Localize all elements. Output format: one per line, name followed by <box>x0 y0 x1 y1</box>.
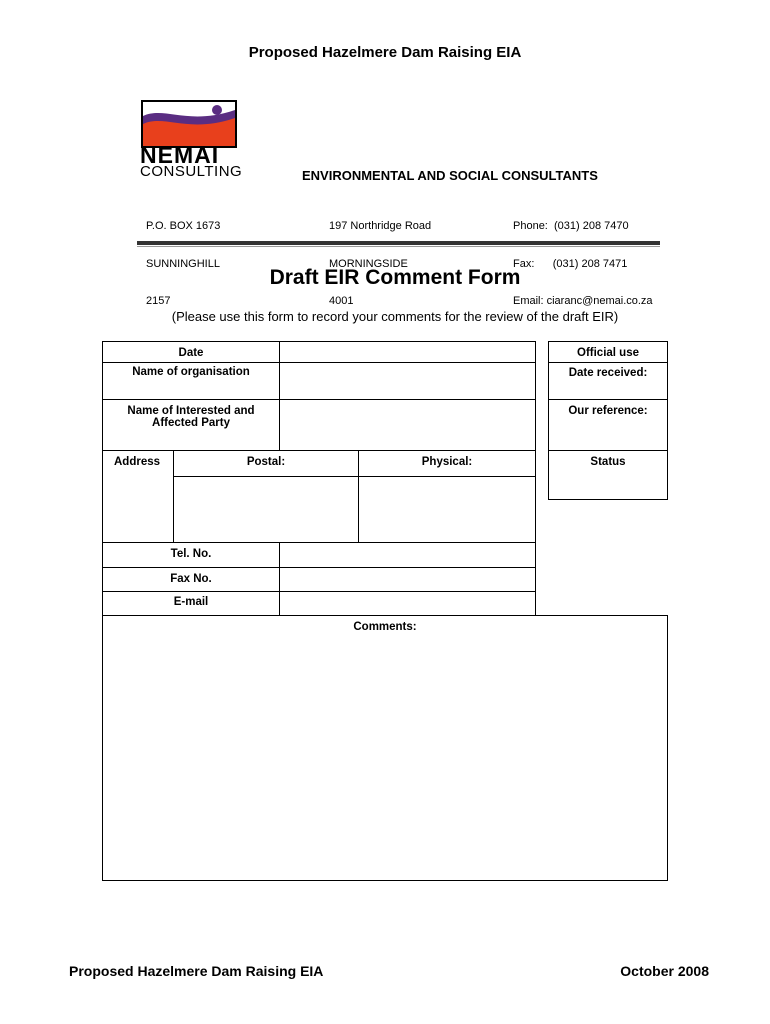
street-address <box>329 195 431 320</box>
date-label: Date <box>178 347 204 359</box>
physical-address-field[interactable] <box>358 476 536 543</box>
official-use-heading-cell <box>548 341 668 363</box>
footer-left: Proposed Hazelmere Dam Raising EIA <box>69 963 324 979</box>
official-use-heading: Official use <box>577 347 639 359</box>
email-label: E-mail <box>173 596 209 608</box>
nemai-logo-icon <box>141 100 237 148</box>
email-field[interactable] <box>279 591 536 616</box>
iap-label: Name of Interested and Affected Party <box>127 405 255 429</box>
tel-label-cell <box>102 542 280 568</box>
date-received-label: Date received: <box>568 367 648 379</box>
email-label-cell <box>102 591 280 616</box>
postal-label-cell <box>173 450 359 477</box>
date-field[interactable] <box>279 341 536 363</box>
date-label-cell <box>102 341 280 363</box>
postal-line-2: SUNNINGHILL <box>146 257 220 270</box>
iap-label-cell <box>102 399 280 451</box>
footer-right: October 2008 <box>620 963 709 979</box>
status-label: Status <box>590 456 626 468</box>
iap-field[interactable] <box>279 399 536 451</box>
postal-line-3: 2157 <box>146 295 171 307</box>
company-tagline: ENVIRONMENTAL AND SOCIAL CONSULTANTS <box>302 168 598 183</box>
contact-email: Email: ciaranc@nemai.co.za <box>513 295 653 307</box>
logo-subtitle: CONSULTING <box>140 163 243 180</box>
form-subtitle: (Please use this form to record your comments for the review of the draft EIR) <box>171 309 619 324</box>
header-divider <box>137 241 660 245</box>
address-label-cell <box>102 450 174 543</box>
street-line-3: 4001 <box>329 295 354 307</box>
postal-address <box>146 195 220 320</box>
tel-field[interactable] <box>279 542 536 568</box>
tel-label: Tel. No. <box>170 548 212 560</box>
fax-label-cell <box>102 567 280 592</box>
postal-label: Postal: <box>246 456 286 468</box>
physical-label: Physical: <box>421 456 473 468</box>
date-received-cell[interactable] <box>548 362 668 400</box>
organisation-label: Name of organisation <box>132 366 250 378</box>
contact-phone: Phone: (031) 208 7470 <box>513 220 629 232</box>
fax-field[interactable] <box>279 567 536 592</box>
our-reference-cell[interactable] <box>548 399 668 451</box>
street-line-2: MORNINGSIDE <box>329 257 408 270</box>
page-header-title: Proposed Hazelmere Dam Raising EIA <box>248 44 522 61</box>
logo-name: NEMAI <box>140 142 220 168</box>
postal-address-field[interactable] <box>173 476 359 543</box>
contact-info <box>513 195 653 320</box>
organisation-field[interactable] <box>279 362 536 400</box>
status-cell[interactable] <box>548 450 668 500</box>
header-divider-shadow <box>137 246 660 247</box>
our-reference-label: Our reference: <box>568 405 648 417</box>
address-label: Address <box>114 456 161 468</box>
fax-label: Fax No. <box>170 573 212 585</box>
physical-label-cell <box>358 450 536 477</box>
comments-label: Comments: <box>353 621 417 633</box>
street-line-1: 197 Northridge Road <box>329 220 432 232</box>
form-title: Draft EIR Comment Form <box>269 266 521 289</box>
contact-fax: Fax: (031) 208 7471 <box>513 257 628 270</box>
postal-line-1: P.O. BOX 1673 <box>146 220 221 232</box>
comments-field[interactable] <box>102 615 668 881</box>
organisation-label-cell <box>102 362 280 400</box>
